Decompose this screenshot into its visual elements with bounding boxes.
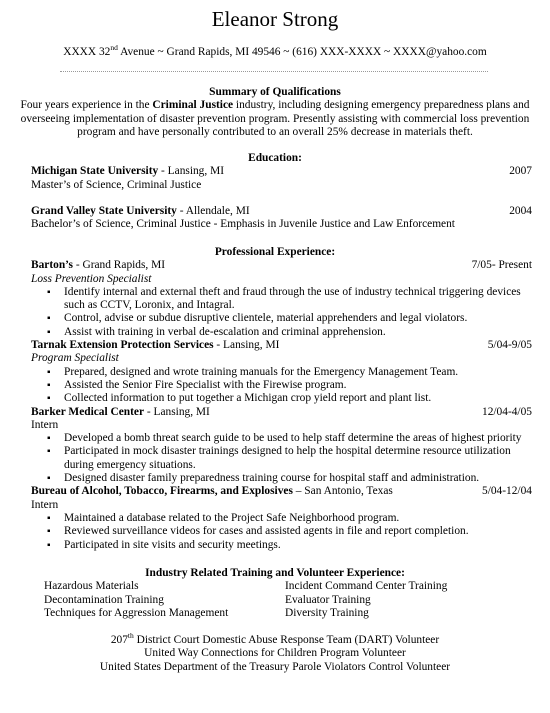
job-header — [0, 485, 550, 498]
bullet-item: ▪ Identify internal and external theft and fraud through the use of industry technical triggering devices such as CCTV, Loronix, and Intagral. — [47, 286, 550, 313]
degree: Bachelor’s of Science, Criminal Justice - Emphasis in Juvenile Justice and Law Enforcement — [31, 218, 455, 231]
employer-name: Barker Medical Center — [31, 405, 145, 418]
experience-heading: Professional Experience: — [214, 246, 336, 258]
employer-name: Tarnak Extension Protection Services — [31, 339, 214, 352]
school-name: Michigan State University — [31, 165, 159, 178]
job-dates: 7/05- Present — [471, 259, 532, 272]
bullet-item: ▪ Assisted the Senior Fire Specialist with the Firewise program. — [47, 379, 550, 392]
candidate-name: Eleanor Strong — [211, 7, 339, 31]
contact-line — [0, 43, 550, 59]
training-item: Evaluator Training — [285, 593, 371, 606]
bullet-item: ▪ Maintained a database related to the Project Safe Neighborhood program. — [47, 512, 550, 525]
job-dates: 12/04-4/05 — [482, 405, 532, 418]
job-header — [0, 406, 550, 419]
employer-line — [31, 259, 165, 272]
training-item: Techniques for Aggression Management — [44, 606, 229, 619]
address-ordinal: nd — [110, 43, 118, 53]
volunteer-line — [0, 631, 550, 647]
employer-line — [31, 339, 279, 352]
bullet-item: ▪ Prepared, designed and wrote training manuals for the Emergency Management Team. — [47, 366, 550, 379]
degree: Master’s of Science, Criminal Justice — [31, 178, 202, 191]
employer-location: - Lansing, MI — [144, 405, 210, 418]
employer-location: - Lansing, MI — [213, 339, 280, 352]
employer-line — [31, 406, 210, 419]
job-header — [0, 259, 550, 272]
job-entry — [0, 339, 550, 405]
training-item: Incident Command Center Training — [285, 580, 448, 593]
training-item: Hazardous Materials — [44, 580, 139, 593]
summary-heading: Summary of Qualifications — [209, 86, 341, 98]
job-bullets — [0, 366, 550, 406]
graduation-year: 2007 — [509, 165, 532, 178]
summary-section — [0, 86, 550, 139]
education-section — [0, 152, 550, 192]
training-heading: Industry Related Training and Volunteer Experience: — [145, 567, 405, 579]
job-bullets — [0, 512, 550, 552]
job-dates: 5/04-9/05 — [487, 339, 532, 352]
bullet-item: ▪ Assist with training in verbal de-escalation and criminal apprehension. — [47, 326, 550, 339]
job-header — [0, 339, 550, 352]
job-entry — [0, 259, 550, 339]
school-name: Grand Valley State University — [31, 205, 177, 217]
address-start: XXXX 32 — [63, 46, 111, 58]
job-bullets — [0, 286, 550, 339]
spacer — [0, 620, 550, 634]
employer-name: Barton’s — [31, 259, 73, 272]
header-divider — [60, 71, 488, 72]
job-entry — [0, 485, 550, 551]
job-title: Program Specialist — [31, 352, 119, 365]
school-line — [31, 205, 250, 218]
school-line — [31, 165, 224, 178]
bullet-item: ▪ Collected information to put together a Michigan crop yield report and plant list. — [47, 392, 550, 405]
bullet-item: ▪ Participated in mock disaster trainings designed to help the hospital determine resource utilization during emergency situations. — [47, 445, 550, 472]
job-entry — [0, 406, 550, 486]
education-heading: Education: — [248, 152, 302, 164]
bullet-item: ▪ Control, advise or subdue disruptive clientele, material apprehenders and legal violators. — [47, 312, 550, 325]
address-rest: Avenue ~ Grand Rapids, MI 49546 ~ (616) XXX-XXXX ~ XXXX@yahoo.com — [117, 46, 487, 58]
job-title: Loss Prevention Specialist — [31, 272, 152, 285]
graduation-year: 2004 — [509, 205, 532, 217]
summary-part-2: industry, including designing emergency preparedness plans and overseeing implementation of disaster prevention program. Presently assisting with commercial loss prevention program and have personally contributed to an overall 25% decrease in materials theft. — [20, 99, 530, 138]
volunteer-line: United States Department of the Treasury Parole Violators Control Volunteer — [99, 660, 451, 673]
education-section-2 — [0, 205, 550, 232]
job-dates: 5/04-12/04 — [482, 485, 532, 498]
experience-section — [0, 246, 550, 552]
school-location: - Allendale, MI — [176, 205, 250, 217]
bullet-item: ▪ Participated in site visits and security meetings. — [47, 539, 550, 552]
education-row — [0, 205, 550, 218]
training-section — [0, 567, 550, 674]
employer-location: – San Antonio, Texas — [292, 485, 393, 498]
job-title: Intern — [31, 418, 59, 431]
volunteer-ordinal-number: 207 — [110, 634, 128, 647]
bullet-item: ▪ Reviewed surveillance videos for cases and assisted agents in file and report completion. — [47, 525, 550, 538]
job-title: Intern — [31, 498, 59, 511]
employer-line — [31, 485, 393, 498]
bullet-item: ▪ Developed a bomb threat search guide to be used to help staff determine the areas of highest priority — [47, 432, 550, 445]
volunteer-line: United Way Connections for Children Program Volunteer — [144, 647, 406, 660]
training-item: Decontamination Training — [44, 593, 164, 606]
school-location: - Lansing, MI — [158, 165, 224, 178]
bullet-item: ▪ Designed disaster family preparedness training course for hospital staff and administration. — [47, 472, 550, 485]
summary-bold: Criminal Justice — [152, 99, 234, 112]
employer-location: - Grand Rapids, MI — [72, 259, 166, 272]
volunteer-text: District Court Domestic Abuse Response Team (DART) Volunteer — [133, 634, 440, 647]
volunteer-ordinal-suffix: th — [127, 631, 134, 641]
job-bullets — [0, 432, 550, 485]
training-item: Diversity Training — [285, 606, 369, 619]
summary-part-1: Four years experience in the — [20, 99, 153, 112]
employer-name: Bureau of Alcohol, Tobacco, Firearms, and Explosives — [31, 485, 293, 498]
training-grid — [0, 580, 550, 620]
education-row — [0, 165, 550, 178]
summary-text — [0, 99, 550, 139]
